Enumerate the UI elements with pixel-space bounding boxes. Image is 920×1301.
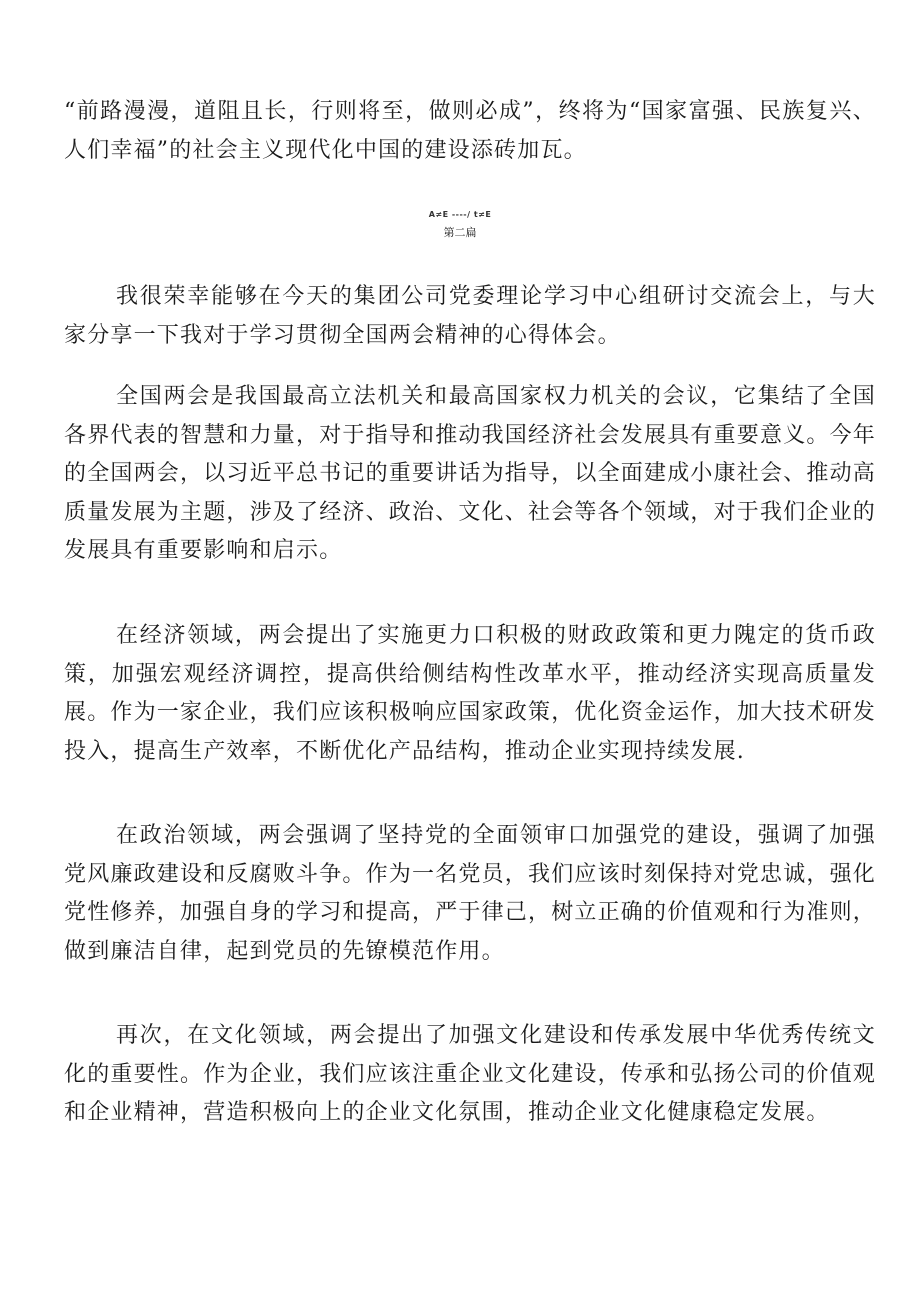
paragraph-intro: 我很荣幸能够在今天的集团公司党委理论学习中心组研讨交流会上，与大家分享一下我对于学习贯彻全国两会精神的心得体会。 bbox=[64, 284, 876, 348]
paragraph-economy: 在经济领域，两会提出了实施更力口积极的财政政策和更力隗定的货币政策，加强宏观经济调控，提高供给侧结构性改革水平，推动经济实现高质量发展。作为一家企业，我们应该积极响应国家政策，优化资金运作，加大技术研发投入，提高生产效率，不断优化产品结构，推动企业实现持续发展. bbox=[64, 623, 877, 764]
section-divider-mark: A≠E ----∕ t≠E bbox=[428, 210, 492, 219]
paragraph-culture: 再次，在文化领域，两会提出了加强文化建设和传承发展中华优秀传统文化的重要性。作为企业，我们应该注重企业文化建设，传承和弘扬公司的价值观和企业精神，营造积极向上的企业文化氛围，推动企业文化健康稳定发展。 bbox=[64, 1023, 877, 1126]
paragraph-closing-quote: “前路漫漫，道阻且长，行则将至，做则必成”，终将为“国家富强、民族复兴、人们幸福”的社会主义现代化中国的建设添砖加瓦。 bbox=[64, 99, 876, 163]
paragraph-politics: 在政治领域，两会强调了坚持党的全面领审口加强党的建设，强调了加强党风廉政建设和反腐败斗争。作为一名党员，我们应该时刻保持对党忠诚，强化党性修养，加强自身的学习和提高，严于律己，树立正确的价值观和行为准则，做到廉洁自律，起到党员的先镣模范作用。 bbox=[64, 823, 877, 964]
paragraph-two-sessions: 全国两会是我国最高立法机关和最高国家权力机关的会议，它集结了全国各界代表的智慧和力量，对于指导和推动我国经济社会发展具有重要意义。今年的全国两会，以习近平总书记的重要讲话为指导，以全面建成小康社会、推动高质量发展为主题，涉及了经济、政治、文化、社会等各个领域，对于我们企业的发展具有重要影响和启示。 bbox=[64, 384, 877, 564]
section-title: 第二扁 bbox=[443, 226, 477, 239]
